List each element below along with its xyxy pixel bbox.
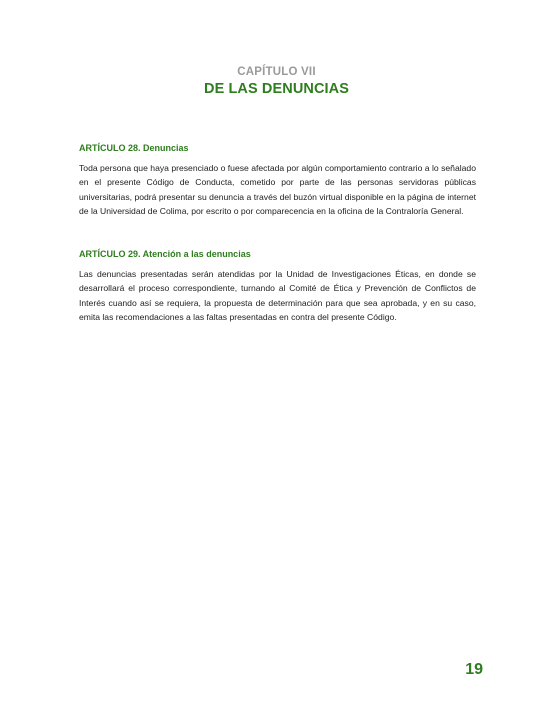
article-28-heading: ARTÍCULO 28. Denuncias — [79, 143, 189, 153]
article-29-heading: ARTÍCULO 29. Atención a las denuncias — [79, 249, 251, 259]
page-number: 19 — [465, 661, 483, 678]
article-29 — [79, 248, 476, 324]
article-28 — [79, 142, 476, 218]
article-29-body: Las denuncias presentadas serán atendidas por la Unidad de Investigaciones Éticas, en donde se desarrollará el proceso correspondiente, turnando al Comité de Ética y Prevención de Conflictos de Interés cuando así se requiera, la propuesta de determinación para que sea aprobada, y en su caso, emita las recomendaciones a las faltas presentadas en contra del presente Código. — [79, 269, 476, 322]
article-28-body: Toda persona que haya presenciado o fuese afectada por algún comportamiento contrario a lo señalado en el presente Código de Conducta, cometido por parte de las personas servidoras públicas universitarias, podrá presentar su denuncia a través del buzón virtual disponible en la página de internet de la Universidad de Colima, por escrito o por comparecencia en la oficina de la Contraloría General. — [79, 163, 476, 216]
chapter-title: DE LAS DENUNCIAS — [204, 81, 349, 97]
chapter-label: CAPÍTULO VII — [237, 66, 316, 78]
